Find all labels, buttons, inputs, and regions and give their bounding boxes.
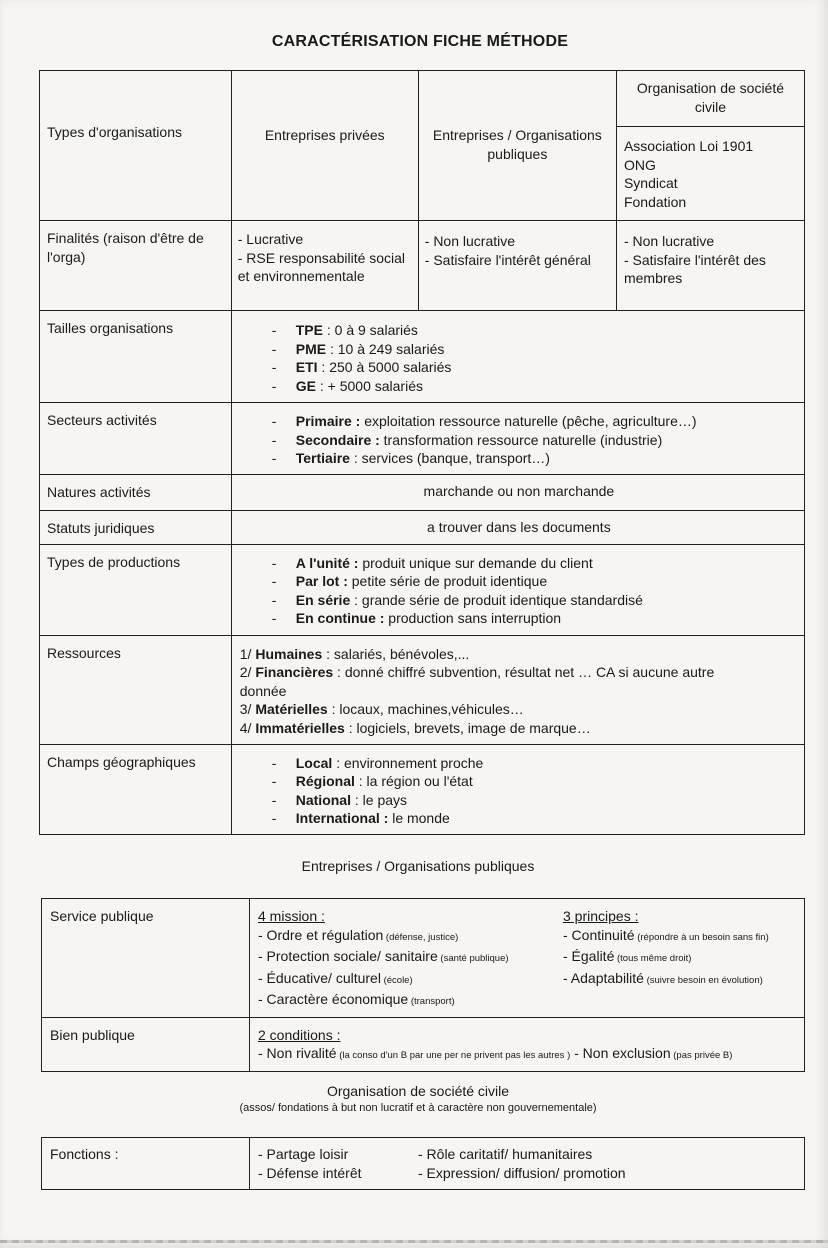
list-item: - Adaptabilité (suivre besoin en évolution) <box>563 969 763 986</box>
civil-section-subheading: (assos/ fondations à but non lucratif et à caractère non gouvernementale) <box>239 1102 597 1114</box>
list-item: - International : le monde <box>272 809 798 828</box>
list-item: - Rôle caritatif/ humanitaires <box>418 1146 593 1162</box>
list-item: - Tertiaire : services (banque, transport…) <box>272 449 798 468</box>
page-edge <box>0 1240 828 1243</box>
fonctions-label: Fonctions : <box>42 1138 250 1190</box>
finalite-item: - RSE responsabilité social et environnementale <box>237 249 406 284</box>
conditions-line: - Non rivalité (la conso d'un B par une per ne privent pas les autres ) - Non exclusion (pas privée B) <box>258 1045 733 1061</box>
civil-table <box>41 1137 805 1190</box>
missions-block <box>258 907 563 1012</box>
champs-cell <box>231 744 804 834</box>
bien-label: Bien publique <box>42 1017 250 1071</box>
list-item: - National : le pays <box>272 791 798 810</box>
tailles-cell <box>231 311 804 403</box>
list-item: - TPE : 0 à 9 salariés <box>272 321 798 340</box>
col-public-header: Entreprises / Organisations publiques <box>418 71 616 221</box>
list-item: - Protection sociale/ sanitaire (santé publique) <box>258 948 509 964</box>
finalites-label: Finalités (raison d'être de l'orga) <box>40 221 232 311</box>
list-item: - En continue : production sans interruption <box>272 609 798 628</box>
tailles-label: Tailles organisations <box>40 311 232 403</box>
civil-type: Association Loi 1901 <box>623 138 754 154</box>
civil-types-list <box>617 127 804 211</box>
secteurs-cell <box>231 403 804 475</box>
list-item: - Primaire : exploitation ressource naturelle (pêche, agriculture…) <box>272 412 798 431</box>
champs-label: Champs géographiques <box>40 744 232 834</box>
finalite-item: - Lucrative <box>237 231 304 247</box>
finalite-item: - Non lucrative <box>623 233 715 249</box>
finalites-public <box>418 221 616 311</box>
list-item: - Par lot : petite série de produit identique <box>272 572 798 591</box>
civil-section-heading: Organisation de société civile <box>326 1083 510 1099</box>
list-item: - Ordre et régulation (défense, justice) <box>258 926 459 943</box>
list-item: 2/ Financières : donné chiffré subvention, résultat net … CA si aucune autre donnée <box>239 664 715 699</box>
bien-cell <box>250 1017 805 1071</box>
col-private-header: Entreprises privées <box>231 71 418 221</box>
natures-value: marchande ou non marchande <box>231 474 804 510</box>
page-title: CARACTÉRISATION FICHE MÉTHODE <box>271 33 569 50</box>
list-item: - Égalité (tous même droit) <box>563 948 692 964</box>
fonctions-col1 <box>258 1145 418 1182</box>
list-item: - Caractère économique (transport) <box>258 991 455 1007</box>
service-label: Service publique <box>42 899 250 1018</box>
service-cell <box>250 899 805 1018</box>
finalite-item: - Satisfaire l'intérêt général <box>424 251 591 268</box>
missions-title: 4 mission : <box>258 908 325 924</box>
tailles-list <box>240 321 798 395</box>
finalite-item: - Satisfaire l'intérêt des membres <box>623 251 766 286</box>
ressources-label: Ressources <box>40 635 232 744</box>
finalite-item: - Non lucrative <box>424 233 516 249</box>
public-section-heading: Entreprises / Organisations publiques <box>301 858 535 874</box>
civil-title: Organisation de société civile <box>617 71 804 127</box>
list-item: - Défense intérêt <box>258 1164 362 1181</box>
fonctions-cell <box>250 1138 805 1190</box>
finalites-private <box>231 221 418 311</box>
list-item: 4/ Immatérielles : logiciels, brevets, image de marque… <box>239 719 591 736</box>
public-table <box>41 898 805 1072</box>
col-civil-header <box>616 71 804 221</box>
statuts-value: a trouver dans les documents <box>231 510 804 544</box>
principes-block <box>563 907 769 1012</box>
civil-type: Syndicat <box>623 175 678 191</box>
conditions-title: 2 conditions : <box>258 1026 341 1043</box>
civil-type: ONG <box>623 156 656 173</box>
productions-label: Types de productions <box>40 544 232 635</box>
finalites-civil <box>616 221 804 311</box>
list-item: - Local : environnement proche <box>272 754 798 773</box>
statuts-label: Statuts juridiques <box>40 510 232 544</box>
productions-list <box>240 554 798 628</box>
fonctions-col2 <box>418 1145 626 1182</box>
list-item: - Expression/ diffusion/ promotion <box>418 1164 626 1181</box>
list-item: - A l'unité : produit unique sur demande du client <box>272 554 798 573</box>
ressources-cell <box>231 635 804 744</box>
list-item: - Continuité (répondre à un besoin sans fin) <box>563 926 769 943</box>
natures-label: Natures activités <box>40 474 232 510</box>
productions-cell <box>231 544 804 635</box>
list-item: - PME : 10 à 249 salariés <box>272 340 798 359</box>
secteurs-label: Secteurs activités <box>40 403 232 475</box>
list-item: - Régional : la région ou l'état <box>272 772 798 791</box>
list-item: - Éducative/ culturel (école) <box>258 969 413 986</box>
list-item: - Secondaire : transformation ressource naturelle (industrie) <box>272 431 798 450</box>
secteurs-list <box>240 412 798 468</box>
list-item: - GE : + 5000 salariés <box>272 377 798 396</box>
list-item: 3/ Matérielles : locaux, machines,véhicules… <box>239 701 524 717</box>
list-item: - ETI : 250 à 5000 salariés <box>272 358 798 377</box>
champs-list <box>240 754 798 828</box>
list-item: - En série : grande série de produit identique standardisé <box>272 591 798 610</box>
list-item: - Partage loisir <box>258 1146 349 1162</box>
list-item: 1/ Humaines : salariés, bénévoles,... <box>239 645 470 662</box>
civil-type: Fondation <box>623 193 687 210</box>
types-label: Types d'organisations <box>40 71 232 221</box>
characterization-table <box>39 70 805 835</box>
principes-title: 3 principes : <box>563 908 639 924</box>
